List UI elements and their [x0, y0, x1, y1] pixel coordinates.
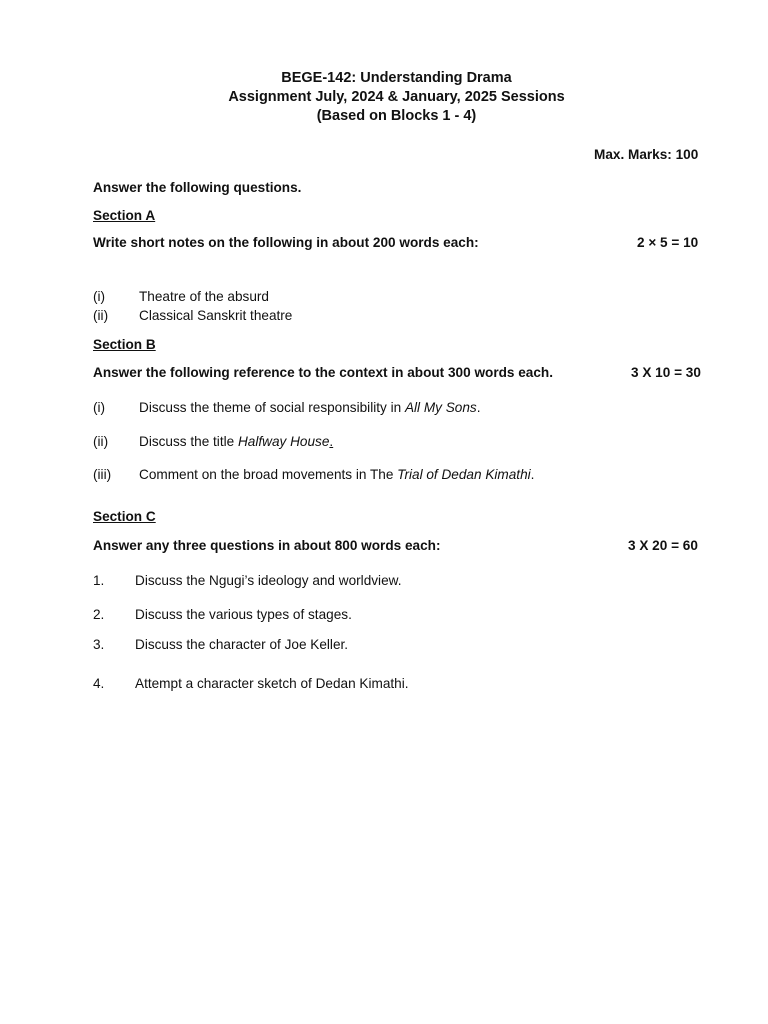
section-c-item-text: Discuss the various types of stages. [135, 607, 352, 622]
section-b-item-number: (ii) [93, 434, 109, 449]
section-a-item-number: (ii) [93, 308, 109, 323]
section-c-item-number: 3. [93, 637, 105, 652]
play-title: All My Sons [404, 400, 477, 415]
section-a-marks: 2 × 5 = 10 [637, 235, 699, 250]
item-text-post: . [530, 467, 535, 482]
section-c-marks: 3 X 20 = 60 [628, 538, 698, 553]
section-b-item-number: (iii) [93, 467, 112, 482]
section-c-item-number: 2. [93, 607, 105, 622]
intro-instruction: Answer the following questions. [93, 180, 302, 195]
section-b-item-text [139, 400, 481, 415]
section-c-item-number: 1. [93, 573, 105, 588]
course-title: BEGE-142: Understanding Drama [281, 70, 512, 86]
section-b-instruction: Answer the following reference to the context in about 300 words each. [93, 365, 554, 380]
section-a-item-text: Theatre of the absurd [139, 289, 269, 304]
section-c-item-text: Discuss the character of Joe Keller. [135, 637, 349, 652]
blocks-subtitle: (Based on Blocks 1 - 4) [316, 108, 477, 124]
item-text-post: . [476, 400, 481, 415]
item-text-post: . [329, 434, 334, 449]
section-c-heading: Section C [93, 509, 156, 524]
section-c-instruction: Answer any three questions in about 800 words each: [93, 538, 441, 553]
section-c-item-number: 4. [93, 676, 105, 691]
section-b-item-text [139, 467, 534, 482]
max-marks: Max. Marks: 100 [594, 147, 699, 162]
section-a-instruction: Write short notes on the following in about 200 words each: [93, 235, 479, 250]
play-title: Halfway House [237, 434, 330, 449]
section-a-item-number: (i) [93, 289, 106, 304]
section-b-item-number: (i) [93, 400, 106, 415]
section-c-item-text: Attempt a character sketch of Dedan Kimathi. [135, 676, 409, 691]
section-a-item-text: Classical Sanskrit theatre [139, 308, 293, 323]
item-text-pre: Comment on the broad movements in The [139, 467, 398, 482]
section-b-heading: Section B [93, 337, 156, 352]
section-b-item-text [139, 434, 333, 449]
section-c-item-text: Discuss the Ngugi’s ideology and worldview. [135, 573, 402, 588]
item-text-pre: Discuss the title [139, 434, 238, 449]
section-b-marks: 3 X 10 = 30 [631, 365, 701, 380]
section-a-heading: Section A [93, 208, 156, 223]
assignment-session-title: Assignment July, 2024 & January, 2025 Sessions [228, 89, 565, 105]
item-text-pre: Discuss the theme of social responsibility in [139, 400, 405, 415]
play-title: Trial of Dedan Kimathi [397, 467, 531, 482]
